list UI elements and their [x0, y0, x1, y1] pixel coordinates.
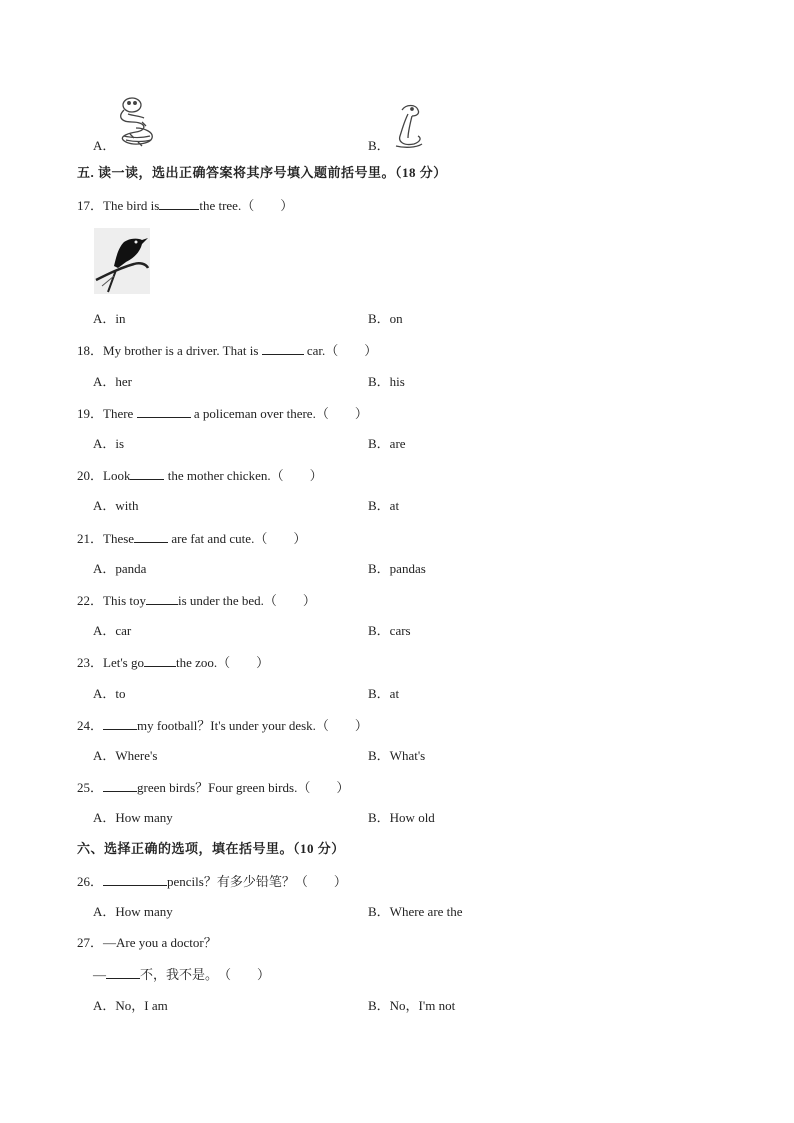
option-a: A．panda: [93, 561, 147, 576]
bird-on-branch-image: [94, 228, 150, 294]
answer-parentheses: （ ）: [217, 655, 270, 670]
question-number: 26．: [77, 874, 104, 889]
question-19: [77, 405, 368, 422]
answer-parentheses: （ ）: [325, 343, 378, 358]
answer-blank: [137, 405, 191, 418]
answer-parentheses: （ ）: [263, 593, 316, 608]
answer-blank: [130, 467, 164, 480]
question-text-post: 不，我不是。: [140, 967, 219, 982]
answer-blank: [103, 717, 137, 730]
coiled-snake-image: [114, 94, 164, 150]
answer-blank: [106, 966, 140, 979]
question-text-post: a policeman over there.: [193, 406, 316, 421]
answer-parentheses: （ ）: [218, 967, 271, 982]
option-b: B．cars: [368, 623, 411, 638]
question-number: 25．: [77, 780, 104, 795]
answer-blank: [103, 873, 167, 886]
question-text-post: the mother chicken.: [167, 468, 271, 483]
option-b-label: B．: [368, 138, 390, 153]
question-23: [77, 654, 269, 671]
question-text-post: green birds？Four green birds.: [137, 780, 298, 795]
question-27-answer-line: [93, 966, 270, 983]
question-text-post: car.: [306, 343, 326, 358]
option-a-label: A．: [93, 138, 116, 153]
question-text-post: is under the bed.: [178, 593, 264, 608]
question-21: [77, 530, 306, 547]
question-24: [77, 717, 368, 734]
option-a: A．car: [93, 623, 132, 638]
question-text-pre: Let's go: [103, 655, 144, 670]
option-a: A．with: [93, 498, 139, 513]
option-b: B．on: [368, 311, 403, 326]
option-b: B．What's: [368, 748, 426, 763]
option-b: B．Where are the: [368, 904, 463, 919]
question-number: 21．: [77, 531, 104, 546]
option-a: A．in: [93, 311, 126, 326]
option-b: B．pandas: [368, 561, 426, 576]
question-number: 17．: [77, 198, 104, 213]
question-text: —Are you a doctor？: [103, 935, 217, 950]
question-number: 22．: [77, 593, 104, 608]
option-a: A．Where's: [93, 748, 158, 763]
answer-blank: [103, 779, 137, 792]
answer-parentheses: （ ）: [270, 468, 323, 483]
question-18: [77, 342, 377, 359]
cobra-image: [390, 102, 426, 150]
option-a: A．her: [93, 374, 132, 389]
option-b: B．at: [368, 498, 400, 513]
dash: —: [93, 967, 106, 982]
section-6-heading: 六、选择正确的选项，填在括号里。（10 分）: [77, 841, 345, 856]
option-a: A．is: [93, 436, 125, 451]
answer-parentheses: （ ）: [315, 406, 368, 421]
question-number: 23．: [77, 655, 104, 670]
option-a: A．How many: [93, 810, 173, 825]
answer-blank: [159, 197, 199, 210]
answer-blank: [262, 342, 304, 355]
answer-blank: [134, 530, 168, 543]
answer-parentheses: （ ）: [297, 780, 350, 795]
option-b: B．his: [368, 374, 405, 389]
question-number: 19．: [77, 406, 104, 421]
question-25: [77, 779, 349, 796]
option-b: B．at: [368, 686, 400, 701]
question-22: [77, 592, 316, 609]
answer-parentheses: （ ）: [315, 718, 368, 733]
question-number: 18．: [77, 343, 104, 358]
question-27: [77, 935, 217, 951]
answer-blank: [146, 592, 178, 605]
question-20: [77, 467, 323, 484]
question-number: 27．: [77, 935, 104, 950]
option-a: A．No，I am: [93, 998, 168, 1013]
question-text-post: the zoo.: [176, 655, 218, 670]
option-b: B．are: [368, 436, 406, 451]
question-text-post: the tree.: [199, 198, 242, 213]
question-text-pre: Look: [103, 468, 131, 483]
question-17: [77, 197, 293, 214]
option-b: B．How old: [368, 810, 435, 825]
answer-parentheses: （ ）: [294, 874, 347, 889]
option-b: B．No，I'm not: [368, 998, 456, 1013]
section-5-heading: 五. 读一读，选出正确答案将其序号填入题前括号里。（18 分）: [77, 165, 447, 180]
question-text-pre: These: [103, 531, 135, 546]
question-26: [77, 873, 347, 890]
question-number: 24．: [77, 718, 104, 733]
answer-parentheses: （ ）: [254, 531, 307, 546]
question-text-pre: There: [103, 406, 134, 421]
question-text-post: pencils？有多少铅笔？: [167, 874, 295, 889]
option-a: A．to: [93, 686, 126, 701]
question-number: 20．: [77, 468, 104, 483]
question-text-pre: The bird is: [103, 198, 160, 213]
question-text-pre: My brother is a driver. That is: [103, 343, 259, 358]
question-text-post: are fat and cute.: [171, 531, 255, 546]
question-text-pre: This toy: [103, 593, 146, 608]
answer-parentheses: （ ）: [241, 198, 294, 213]
option-a: A．How many: [93, 904, 173, 919]
answer-blank: [144, 654, 176, 667]
question-text-post: my football？It's under your desk.: [137, 718, 316, 733]
